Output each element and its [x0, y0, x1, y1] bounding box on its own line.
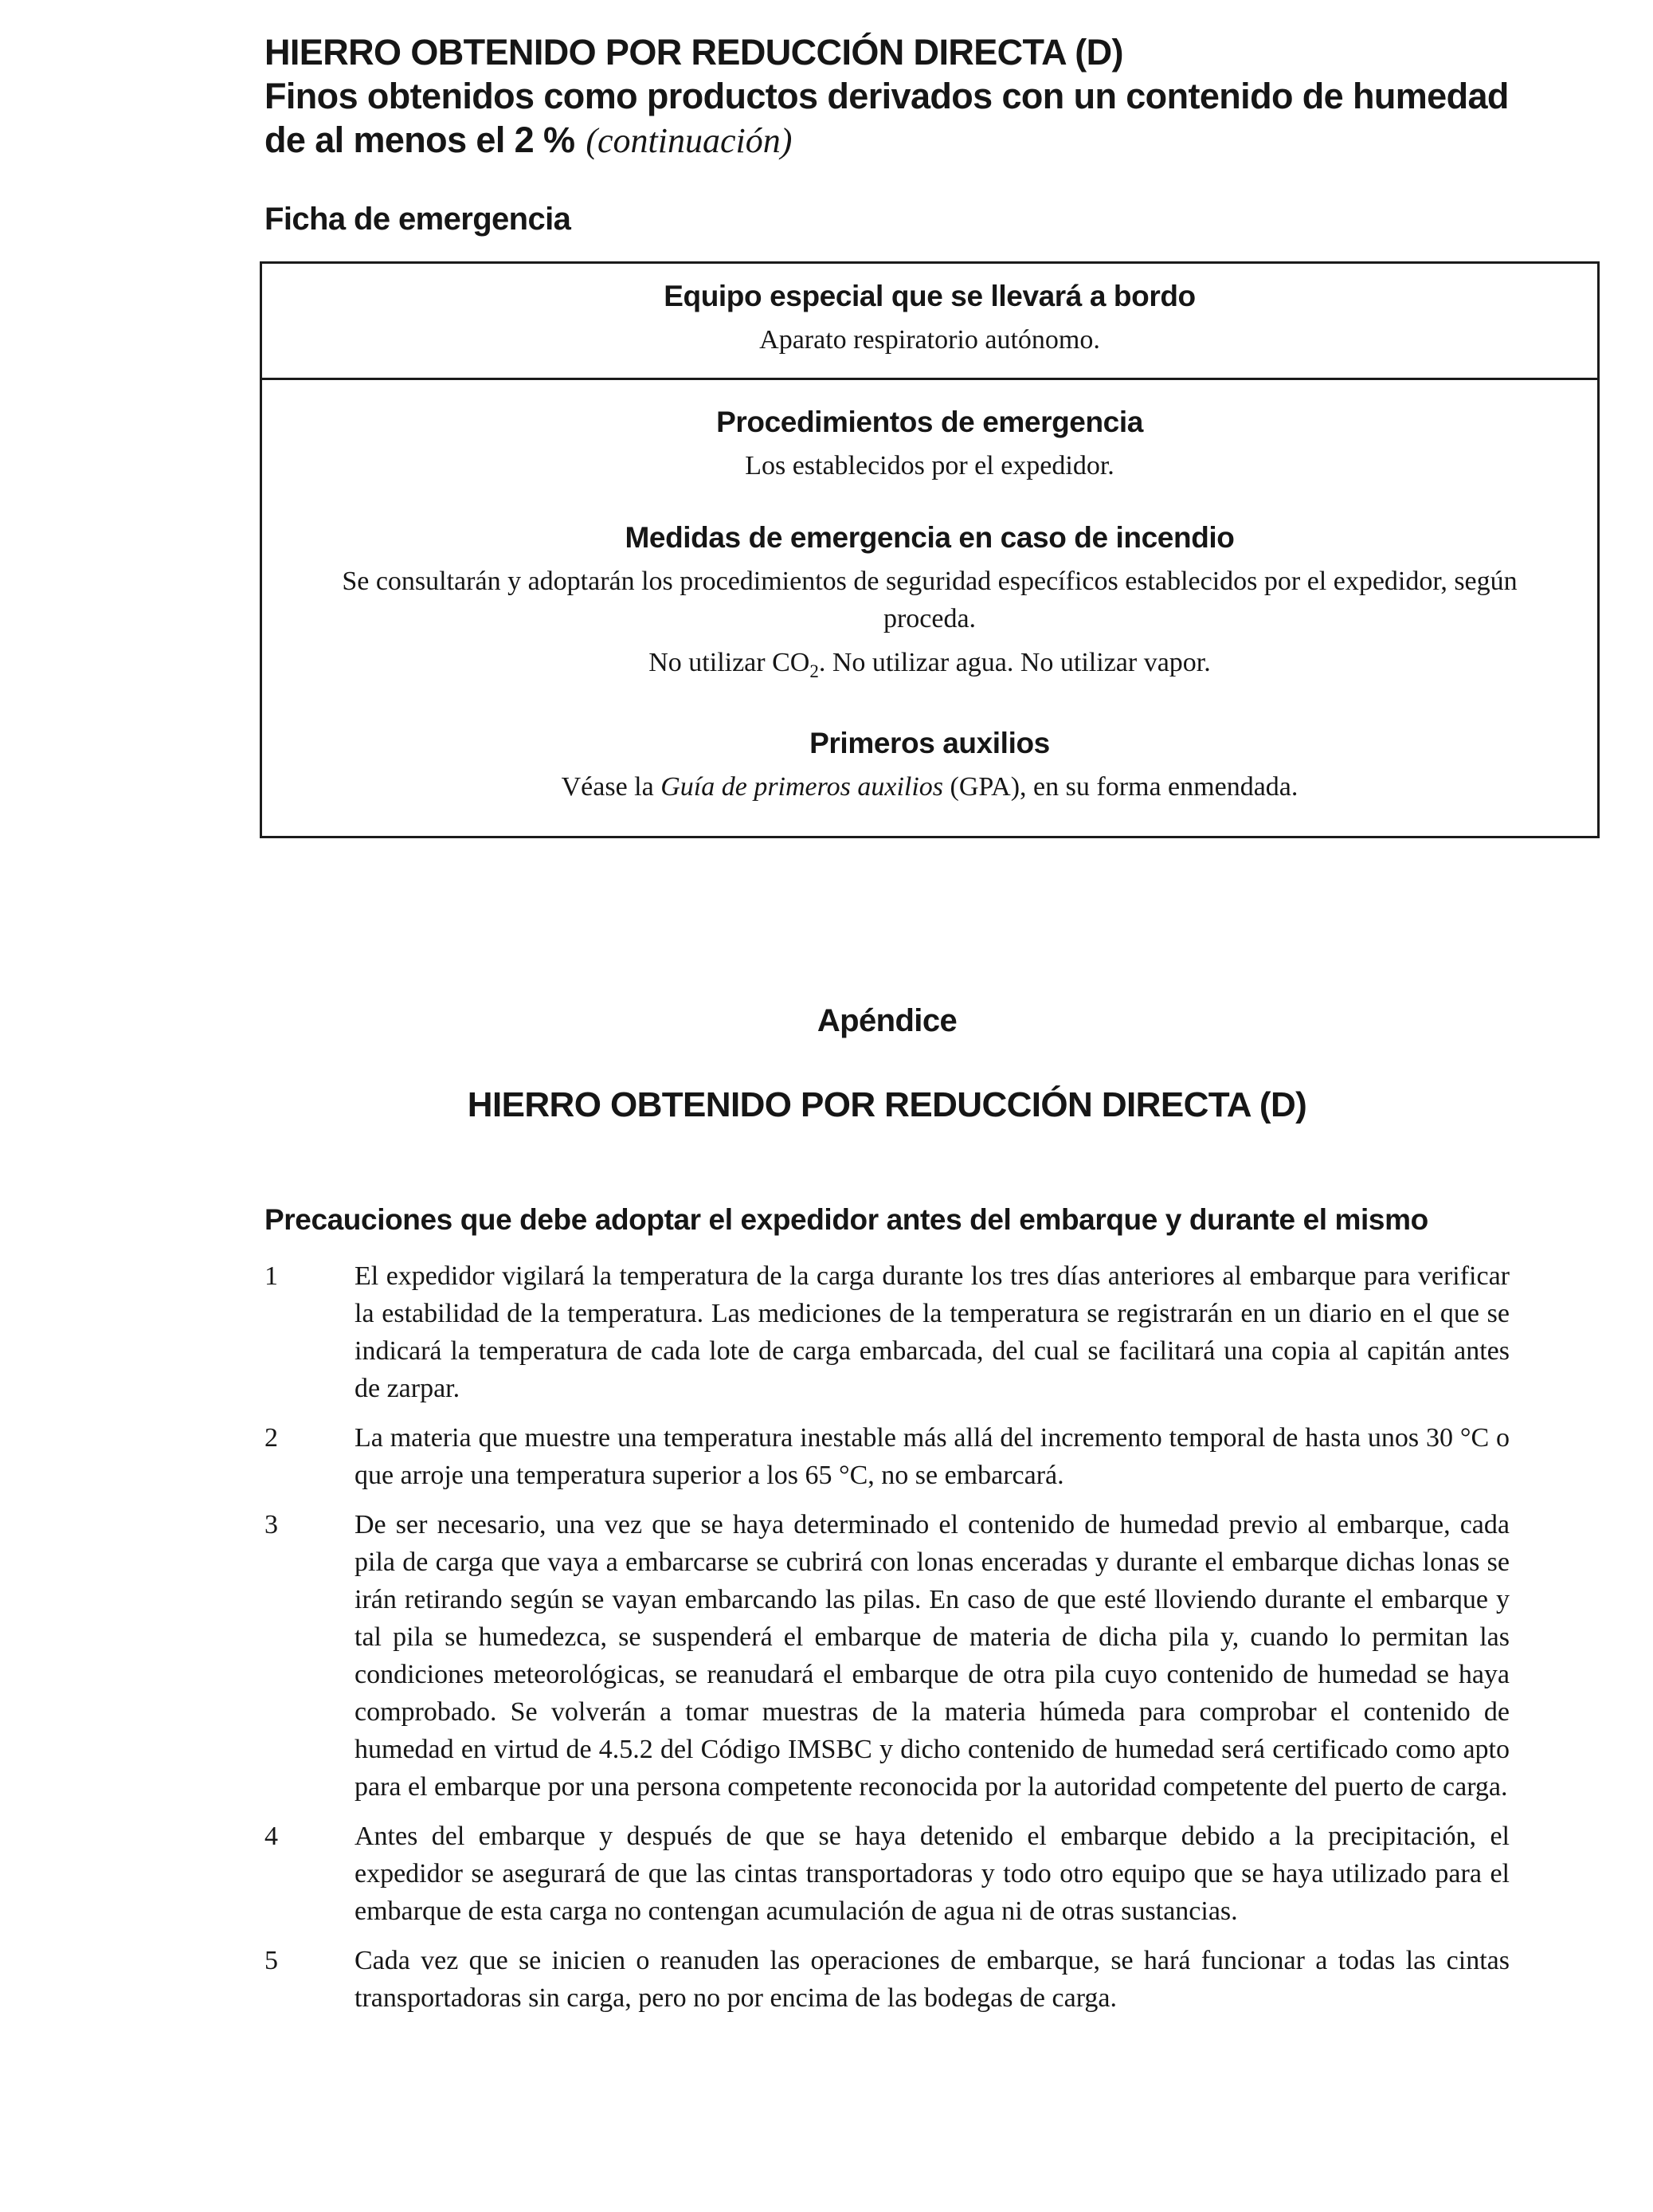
list-item-number: 3: [264, 1510, 278, 1539]
emergency-card-equipment-cell: [262, 264, 1597, 378]
list-item-text: El expedidor vigilará la temperatura de la carga durante los tres días anteriores al embarque para verificar la estabilidad de la temperatura. Las mediciones de la temperatura se registrarán en un diario en el que se indicará la temperatura de cada lote de carga embarcada, del cual se facilitará una copia al capitán antes de zarpar.: [354, 1261, 1510, 1403]
continuation-note: (continuación): [586, 121, 793, 160]
page-title-line-2: Finos obtenidos como productos derivados con un contenido de humedad: [264, 76, 1509, 116]
list-item: [264, 1257, 1510, 1407]
fire-measures-section: [294, 520, 1565, 690]
list-item-number: 2: [264, 1423, 278, 1453]
list-item-number: 4: [264, 1822, 278, 1851]
emergency-card: [260, 261, 1600, 838]
equipment-body: Aparato respiratorio autónomo.: [759, 325, 1100, 355]
appendix-label: Apéndice: [817, 1003, 958, 1038]
procedures-section: [294, 404, 1565, 484]
fire-measures-heading: Medidas de emergencia en caso de incendio: [625, 521, 1235, 554]
precautions-heading: Precauciones que debe adoptar el expedidor antes del embarque y durante el mismo: [264, 1203, 1428, 1236]
first-aid-section: [294, 725, 1565, 806]
list-item-number: 5: [264, 1946, 278, 1975]
list-item-text: Cada vez que se inicien o reanuden las operaciones de embarque, se hará funcionar a todas las cintas transportadoras sin carga, pero no por encima de las bodegas de carga.: [354, 1946, 1510, 2013]
appendix-title: HIERRO OBTENIDO POR REDUCCIÓN DIRECTA (D): [467, 1085, 1307, 1124]
list-item: [264, 1506, 1510, 1806]
precautions-list: [264, 1257, 1510, 2017]
list-item: [264, 1818, 1510, 1930]
page-title-line-3: [264, 118, 1510, 163]
fire-measures-body: Se consultarán y adoptarán los procedimientos de seguridad específicos establecidos por el expedidor, según proceda.: [342, 567, 1518, 633]
first-aid-body-prefix: Véase la: [561, 772, 661, 802]
fire-measures-no-use-line: [294, 644, 1565, 690]
procedures-heading: Procedimientos de emergencia: [716, 406, 1143, 438]
list-item: [264, 1419, 1510, 1494]
first-aid-body: [294, 768, 1565, 806]
page-title: [264, 30, 1510, 163]
first-aid-body-suffix: (GPA), en su forma enmendada.: [943, 772, 1299, 802]
emergency-card-main-cell: [262, 380, 1597, 836]
first-aid-heading: Primeros auxilios: [809, 727, 1050, 759]
emergency-sheet-label: Ficha de emergencia: [264, 202, 571, 237]
list-item: [264, 1942, 1510, 2017]
list-item-text: La materia que muestre una temperatura inestable más allá del incremento temporal de hasta unos 30 °C o que arroje una temperatura superior a los 65 °C, no se embarcará.: [354, 1423, 1510, 1490]
no-use-suffix: . No utilizar agua. No utilizar vapor.: [818, 648, 1211, 677]
list-item-number: 1: [264, 1261, 278, 1291]
list-item-text: De ser necesario, una vez que se haya determinado el contenido de humedad previo al embarque, cada pila de carga que vaya a embarcarse se cubrirá con lonas enceradas y durante el embarque dichas lonas se irán retirando según se vayan embarcando las pilas. En caso de que esté lloviendo durante el embarque y tal pila se humedezca, se suspenderá el embarque de materia de dicha pila y, cuando lo permitan las condiciones meteorológicas, se reanudará el embarque de otra pila cuyo contenido de humedad se haya comprobado. Se volverán a tomar muestras de la materia húmeda para comprobar el contenido de humedad en virtud de 4.5.2 del Código IMSBC y dicho contenido de humedad será certificado como apto para el embarque por una persona competente reconocida por la autoridad competente del puerto de carga.: [354, 1510, 1510, 1802]
page-title-line-1: HIERRO OBTENIDO POR REDUCCIÓN DIRECTA (D): [264, 32, 1123, 73]
page-title-line-3-bold: de al menos el 2 %: [264, 120, 575, 160]
procedures-body: Los establecidos por el expedidor.: [745, 451, 1114, 480]
first-aid-guide-title: Guía de primeros auxilios: [660, 772, 944, 802]
co2-subscript: 2: [809, 661, 819, 681]
list-item-text: Antes del embarque y después de que se haya detenido el embarque debido a la precipitación, el expedidor se asegurará de que las cintas transportadoras y todo otro equipo que se haya utilizado para el embarque de esta carga no contengan acumulación de agua ni de otras sustancias.: [354, 1822, 1510, 1926]
no-use-prefix: No utilizar CO: [648, 648, 810, 677]
equipment-heading: Equipo especial que se llevará a bordo: [664, 280, 1196, 312]
